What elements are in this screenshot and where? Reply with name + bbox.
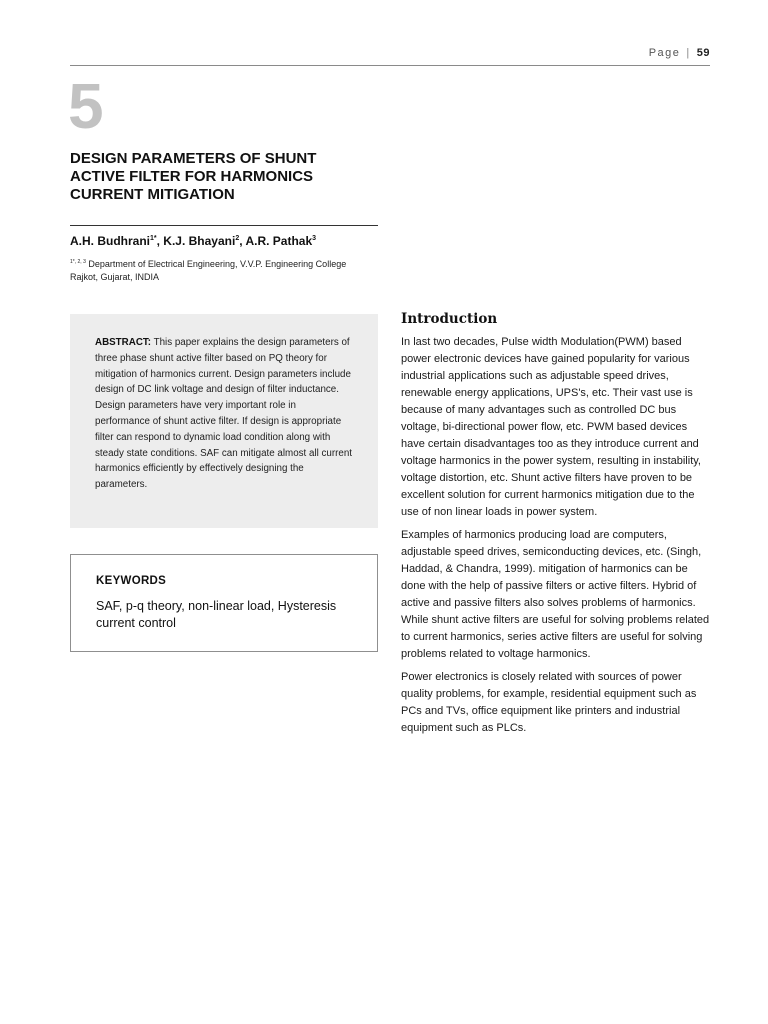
keywords-box <box>70 554 378 652</box>
page-header <box>70 44 710 66</box>
introduction-section <box>401 311 713 743</box>
introduction-paragraph: In last two decades, Pulse width Modulation(PWM) based power electronic devices have gained popularity for various industrial applications such as adjustable speed drives, renewable energy applications, UPS's, etc. Their vast use is because of many advantages such as controlled DC bus voltage, bi-directional power flow, etc. PWM based devices have certain disadvantages too as they introduce current and voltage harmonics in the power system, resulting in instability, voltage distortion, etc. Shunt active filters have proven to be excellent solution for current harmonics mitigation due to the use of non linear loads in power system. <box>401 336 701 518</box>
abstract <box>95 335 353 493</box>
title-divider <box>70 225 378 226</box>
affiliation-line-1: Department of Electrical Engineering, V.V.P. Engineering College <box>88 259 347 269</box>
affiliation-line-2: Rajkot, Gujarat, INDIA <box>70 272 160 282</box>
abstract-box <box>70 314 378 528</box>
page-label: Page <box>648 47 681 59</box>
paper-title: DESIGN PARAMETERS OF SHUNT ACTIVE FILTER FOR HARMONICS CURRENT MITIGATION <box>70 150 317 203</box>
introduction-paragraph: Power electronics is closely related with sources of power quality problems, for example, residential equipment such as PCs and TVs, office equipment like printers and industrial equipment such as PLCs. <box>401 671 697 734</box>
chapter-number: 5 <box>68 70 104 142</box>
author-affiliation-mark: 2 <box>235 235 240 242</box>
page-number: 59 <box>696 47 710 59</box>
author-name: A.R. Pathak <box>245 234 313 248</box>
affiliation-marks: 1*, 2, 3 <box>70 259 86 265</box>
affiliation <box>70 256 380 284</box>
introduction-heading: Introduction <box>401 311 498 327</box>
author-name: K.J. Bhayani <box>163 234 236 248</box>
abstract-text: This paper explains the design parameters of three phase shunt active filter based on PQ theory for mitigation of harmonics current. Design parameters include design of DC link voltage and design of filter inductance. Design parameters have very important role in performance of shunt active filter. If design is appropriate filter can respond to dynamic load condition along with steady state conditions. SAF can mitigate almost all current harmonics efficiently by effectively designing the parameters. <box>95 337 353 491</box>
author-name: A.H. Budhrani <box>70 234 150 248</box>
keywords-heading: KEYWORDS <box>96 575 167 587</box>
author-affiliation-mark: 1* <box>150 235 157 242</box>
page-number-label <box>649 47 710 59</box>
author-affiliation-mark: 3 <box>312 235 317 242</box>
page-separator: | <box>686 47 691 59</box>
introduction-paragraph: Examples of harmonics producing load are computers, adjustable speed drives, semiconducting devices, etc. (Singh, Haddad, & Chandra, 1999). mitigation of harmonics can be done with the help of passive filters or active filters. Hybrid of active and passive filters also solves problems of harmonics. While shunt active filters are useful for solving problems related to current harmonics, series active filters are useful for solving problems related to voltage harmonics. <box>401 529 710 660</box>
author-list: A.H. Budhrani$^{1*}$, K.J. Bhayani$^2$, A.R. Pathak$^3$ <box>70 234 317 248</box>
keywords-text: SAF, p-q theory, non-linear load, Hysteresis current control <box>96 599 337 630</box>
abstract-label: ABSTRACT: <box>95 337 152 348</box>
